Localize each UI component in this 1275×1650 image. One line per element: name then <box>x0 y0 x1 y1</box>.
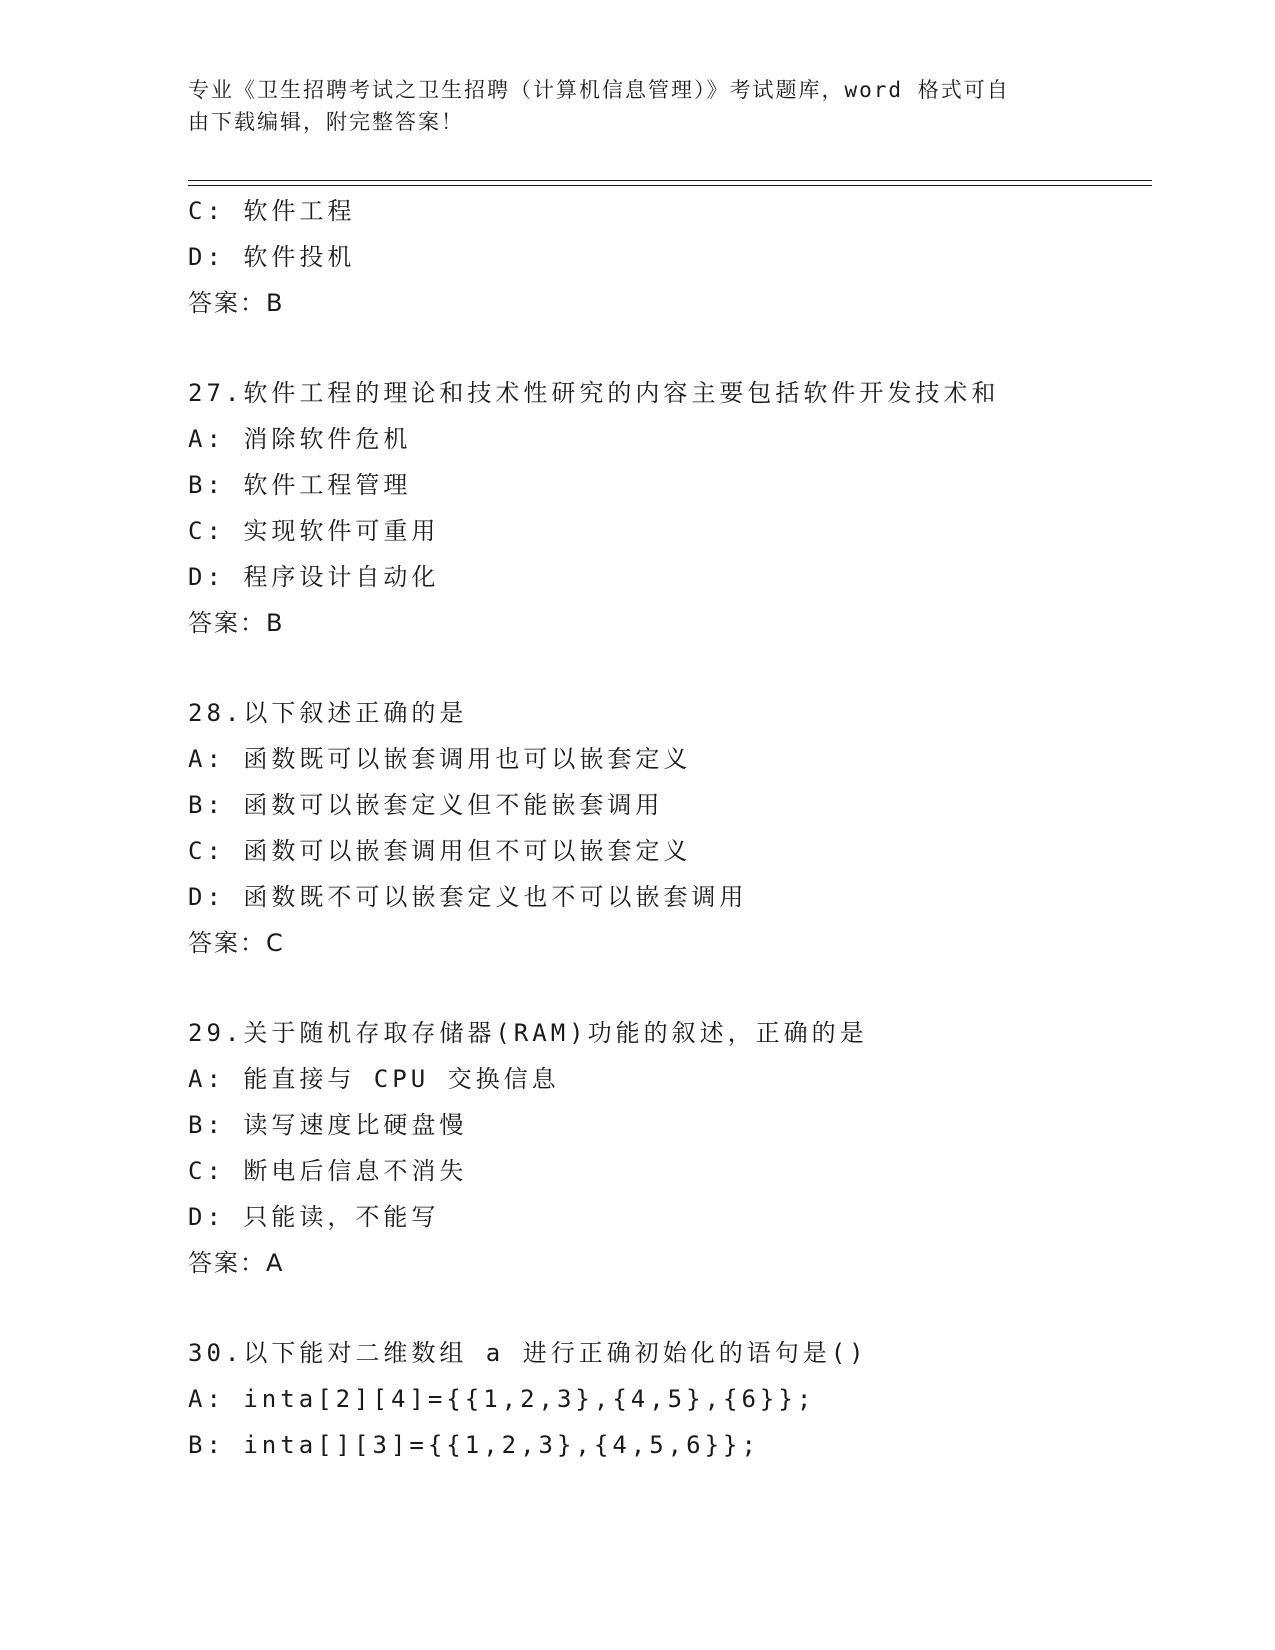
question-title: 27.软件工程的理论和技术性研究的内容主要包括软件开发技术和 <box>188 379 1000 407</box>
header-divider-bottom <box>188 185 1152 186</box>
header-line-2: 由下载编辑，附完整答案！ <box>188 110 464 134</box>
question-title: 29.关于随机存取存储器(RAM)功能的叙述，正确的是 <box>188 1019 868 1047</box>
option-c: C: 软件工程 <box>188 197 356 225</box>
answer: 答案：A <box>188 1249 285 1277</box>
option-b: B: 软件工程管理 <box>188 471 412 499</box>
option-d: D: 只能读，不能写 <box>188 1203 440 1231</box>
question-28 <box>188 690 1148 966</box>
answer: 答案：B <box>188 609 285 637</box>
question-27 <box>188 370 1148 646</box>
question-29 <box>188 1010 1148 1286</box>
answer: 答案：B <box>188 289 285 317</box>
document-header <box>188 74 1068 138</box>
header-divider-top <box>188 180 1152 181</box>
previous-question-tail <box>188 188 1148 326</box>
option-d: D: 软件投机 <box>188 243 356 271</box>
question-list <box>188 188 1148 1468</box>
option-c: C: 实现软件可重用 <box>188 517 440 545</box>
option-a: A: 函数既可以嵌套调用也可以嵌套定义 <box>188 745 692 773</box>
option-d: D: 程序设计自动化 <box>188 563 440 591</box>
question-title: 28.以下叙述正确的是 <box>188 699 468 727</box>
question-30 <box>188 1330 1148 1468</box>
question-title: 30.以下能对二维数组 a 进行正确初始化的语句是() <box>188 1339 868 1367</box>
header-line-1: 专业《卫生招聘考试之卫生招聘（计算机信息管理）》考试题库，word 格式可自 <box>188 78 1010 102</box>
answer: 答案：C <box>188 929 285 957</box>
option-a: A: 消除软件危机 <box>188 425 412 453</box>
option-a: A: inta[2][4]={{1,2,3},{4,5},{6}}; <box>188 1385 816 1413</box>
option-b: B: inta[][3]={{1,2,3},{4,5,6}}; <box>188 1431 760 1459</box>
option-c: C: 断电后信息不消失 <box>188 1157 468 1185</box>
option-b: B: 读写速度比硬盘慢 <box>188 1111 468 1139</box>
option-c: C: 函数可以嵌套调用但不可以嵌套定义 <box>188 837 692 865</box>
option-a: A: 能直接与 CPU 交换信息 <box>188 1065 560 1093</box>
option-d: D: 函数既不可以嵌套定义也不可以嵌套调用 <box>188 883 748 911</box>
option-b: B: 函数可以嵌套定义但不能嵌套调用 <box>188 791 664 819</box>
